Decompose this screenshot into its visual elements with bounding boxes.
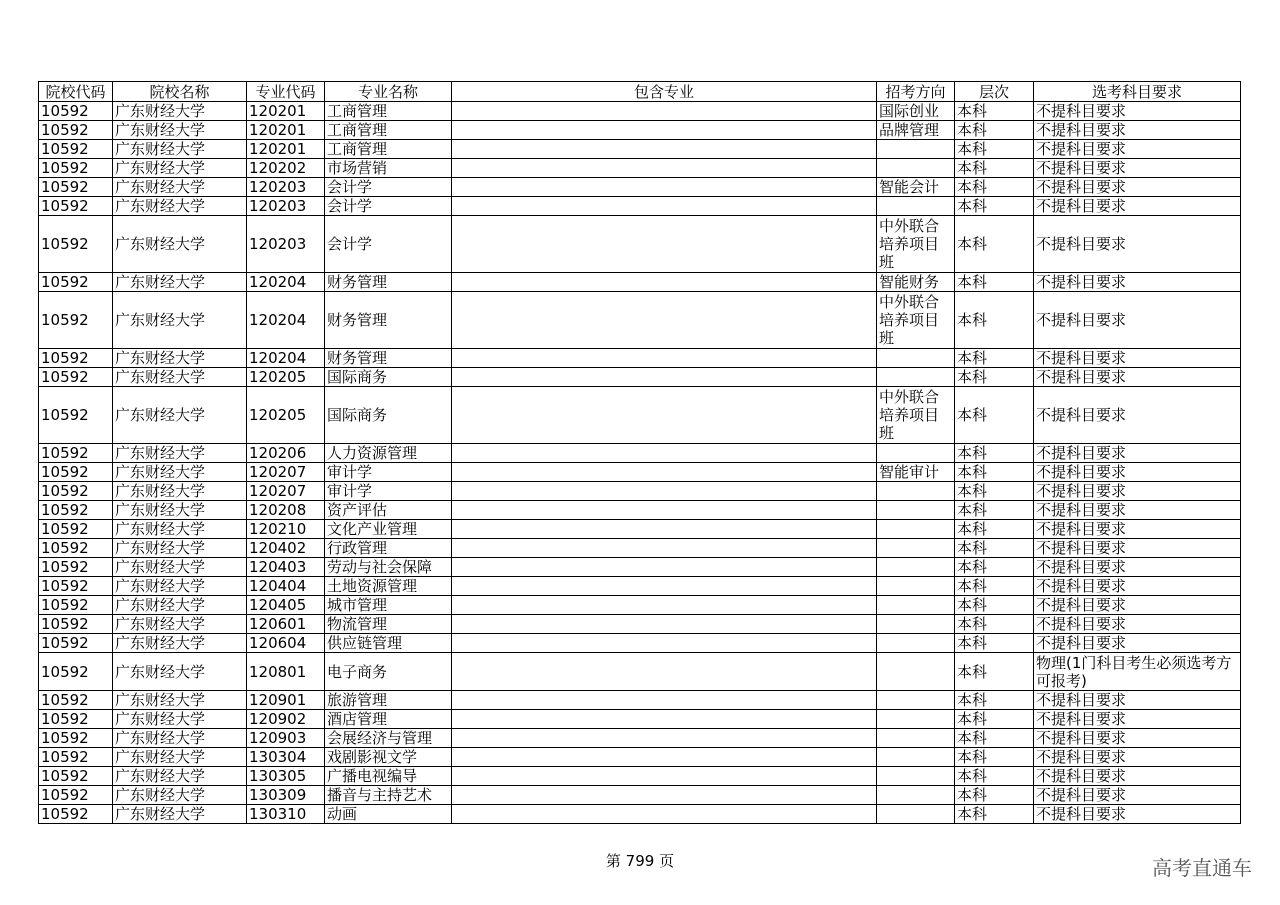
direction-cell: 智能审计	[877, 463, 955, 482]
included-majors-cell	[452, 444, 877, 463]
subject-requirement-cell: 不提科目要求	[1034, 691, 1241, 710]
major-code-cell: 120204	[247, 273, 325, 292]
direction-cell: 品牌管理	[877, 121, 955, 140]
major-name-cell: 动画	[325, 805, 452, 824]
subject-requirement-cell: 不提科目要求	[1034, 729, 1241, 748]
level-cell: 本科	[955, 159, 1034, 178]
major-code-cell: 120801	[247, 653, 325, 691]
included-majors-cell	[452, 178, 877, 197]
subject-requirement-cell: 不提科目要求	[1034, 121, 1241, 140]
major-name-cell: 旅游管理	[325, 691, 452, 710]
school-code-cell: 10592	[39, 444, 113, 463]
school-code-cell: 10592	[39, 349, 113, 368]
level-cell: 本科	[955, 292, 1034, 349]
direction-cell: 中外联合培养项目班	[877, 292, 955, 349]
direction-cell	[877, 368, 955, 387]
school-name-cell: 广东财经大学	[113, 691, 247, 710]
school-name-cell: 广东财经大学	[113, 615, 247, 634]
level-cell: 本科	[955, 691, 1034, 710]
school-code-cell: 10592	[39, 786, 113, 805]
table-row	[39, 691, 1241, 710]
table-row	[39, 710, 1241, 729]
level-cell: 本科	[955, 558, 1034, 577]
table-row	[39, 368, 1241, 387]
subject-requirement-cell: 不提科目要求	[1034, 634, 1241, 653]
major-code-cell: 120604	[247, 634, 325, 653]
major-name-cell: 城市管理	[325, 596, 452, 615]
table-row	[39, 805, 1241, 824]
level-cell: 本科	[955, 634, 1034, 653]
direction-cell	[877, 805, 955, 824]
header-included-majors: 包含专业	[452, 82, 877, 102]
major-name-cell: 工商管理	[325, 102, 452, 121]
school-code-cell: 10592	[39, 634, 113, 653]
major-name-cell: 会计学	[325, 178, 452, 197]
table-row	[39, 729, 1241, 748]
included-majors-cell	[452, 748, 877, 767]
school-code-cell: 10592	[39, 273, 113, 292]
level-cell: 本科	[955, 805, 1034, 824]
subject-requirement-cell: 不提科目要求	[1034, 558, 1241, 577]
major-code-cell: 120201	[247, 140, 325, 159]
level-cell: 本科	[955, 596, 1034, 615]
major-code-cell: 120208	[247, 501, 325, 520]
included-majors-cell	[452, 691, 877, 710]
direction-cell	[877, 691, 955, 710]
subject-requirement-cell: 不提科目要求	[1034, 615, 1241, 634]
watermark: 高考直通车	[1152, 856, 1252, 880]
included-majors-cell	[452, 368, 877, 387]
header-school-name: 院校名称	[113, 82, 247, 102]
table-row	[39, 539, 1241, 558]
subject-requirement-cell: 不提科目要求	[1034, 786, 1241, 805]
direction-cell	[877, 520, 955, 539]
header-level: 层次	[955, 82, 1034, 102]
subject-requirement-cell: 不提科目要求	[1034, 273, 1241, 292]
school-code-cell: 10592	[39, 748, 113, 767]
table-row	[39, 767, 1241, 786]
level-cell: 本科	[955, 387, 1034, 444]
major-name-cell: 工商管理	[325, 140, 452, 159]
included-majors-cell	[452, 520, 877, 539]
school-name-cell: 广东财经大学	[113, 463, 247, 482]
major-code-cell: 120205	[247, 387, 325, 444]
school-code-cell: 10592	[39, 292, 113, 349]
level-cell: 本科	[955, 520, 1034, 539]
major-name-cell: 财务管理	[325, 292, 452, 349]
table-row	[39, 178, 1241, 197]
level-cell: 本科	[955, 729, 1034, 748]
table-row	[39, 748, 1241, 767]
school-name-cell: 广东财经大学	[113, 539, 247, 558]
major-code-cell: 120204	[247, 349, 325, 368]
included-majors-cell	[452, 292, 877, 349]
included-majors-cell	[452, 577, 877, 596]
level-cell: 本科	[955, 710, 1034, 729]
table-row	[39, 653, 1241, 691]
direction-cell: 智能会计	[877, 178, 955, 197]
school-name-cell: 广东财经大学	[113, 140, 247, 159]
table-row	[39, 482, 1241, 501]
direction-cell: 国际创业	[877, 102, 955, 121]
major-name-cell: 财务管理	[325, 349, 452, 368]
direction-cell	[877, 349, 955, 368]
table-row	[39, 444, 1241, 463]
direction-cell: 中外联合培养项目班	[877, 216, 955, 273]
level-cell: 本科	[955, 197, 1034, 216]
table-row	[39, 634, 1241, 653]
header-major-name: 专业名称	[325, 82, 452, 102]
school-name-cell: 广东财经大学	[113, 520, 247, 539]
level-cell: 本科	[955, 463, 1034, 482]
major-code-cell: 120205	[247, 368, 325, 387]
major-name-cell: 审计学	[325, 463, 452, 482]
included-majors-cell	[452, 558, 877, 577]
header-direction: 招考方向	[877, 82, 955, 102]
school-name-cell: 广东财经大学	[113, 368, 247, 387]
included-majors-cell	[452, 387, 877, 444]
major-code-cell: 120210	[247, 520, 325, 539]
subject-requirement-cell: 不提科目要求	[1034, 444, 1241, 463]
included-majors-cell	[452, 197, 877, 216]
school-code-cell: 10592	[39, 710, 113, 729]
school-name-cell: 广东财经大学	[113, 577, 247, 596]
major-code-cell: 120203	[247, 178, 325, 197]
subject-requirement-cell: 不提科目要求	[1034, 102, 1241, 121]
school-code-cell: 10592	[39, 577, 113, 596]
subject-requirement-cell: 不提科目要求	[1034, 596, 1241, 615]
direction-cell	[877, 634, 955, 653]
major-name-cell: 市场营销	[325, 159, 452, 178]
school-name-cell: 广东财经大学	[113, 805, 247, 824]
major-name-cell: 劳动与社会保障	[325, 558, 452, 577]
level-cell: 本科	[955, 140, 1034, 159]
school-code-cell: 10592	[39, 729, 113, 748]
level-cell: 本科	[955, 368, 1034, 387]
included-majors-cell	[452, 349, 877, 368]
level-cell: 本科	[955, 216, 1034, 273]
direction-cell	[877, 786, 955, 805]
major-name-cell: 会计学	[325, 216, 452, 273]
level-cell: 本科	[955, 577, 1034, 596]
major-name-cell: 土地资源管理	[325, 577, 452, 596]
included-majors-cell	[452, 102, 877, 121]
school-name-cell: 广东财经大学	[113, 786, 247, 805]
included-majors-cell	[452, 539, 877, 558]
school-name-cell: 广东财经大学	[113, 558, 247, 577]
level-cell: 本科	[955, 102, 1034, 121]
included-majors-cell	[452, 216, 877, 273]
school-name-cell: 广东财经大学	[113, 216, 247, 273]
major-name-cell: 资产评估	[325, 501, 452, 520]
table-row	[39, 349, 1241, 368]
school-code-cell: 10592	[39, 767, 113, 786]
major-name-cell: 文化产业管理	[325, 520, 452, 539]
table-row	[39, 558, 1241, 577]
school-code-cell: 10592	[39, 558, 113, 577]
direction-cell: 中外联合培养项目班	[877, 387, 955, 444]
school-code-cell: 10592	[39, 501, 113, 520]
subject-requirement-cell: 不提科目要求	[1034, 216, 1241, 273]
table-row	[39, 121, 1241, 140]
school-name-cell: 广东财经大学	[113, 748, 247, 767]
subject-requirement-cell: 不提科目要求	[1034, 463, 1241, 482]
school-name-cell: 广东财经大学	[113, 767, 247, 786]
school-name-cell: 广东财经大学	[113, 292, 247, 349]
included-majors-cell	[452, 634, 877, 653]
major-name-cell: 审计学	[325, 482, 452, 501]
included-majors-cell	[452, 501, 877, 520]
included-majors-cell	[452, 710, 877, 729]
school-name-cell: 广东财经大学	[113, 273, 247, 292]
major-code-cell: 120203	[247, 197, 325, 216]
school-name-cell: 广东财经大学	[113, 596, 247, 615]
school-code-cell: 10592	[39, 368, 113, 387]
level-cell: 本科	[955, 349, 1034, 368]
direction-cell	[877, 501, 955, 520]
major-code-cell: 120202	[247, 159, 325, 178]
major-name-cell: 供应链管理	[325, 634, 452, 653]
level-cell: 本科	[955, 482, 1034, 501]
major-name-cell: 国际商务	[325, 368, 452, 387]
subject-requirement-cell: 不提科目要求	[1034, 748, 1241, 767]
header-major-code: 专业代码	[247, 82, 325, 102]
subject-requirement-cell: 不提科目要求	[1034, 292, 1241, 349]
school-name-cell: 广东财经大学	[113, 501, 247, 520]
school-code-cell: 10592	[39, 216, 113, 273]
school-code-cell: 10592	[39, 596, 113, 615]
level-cell: 本科	[955, 767, 1034, 786]
included-majors-cell	[452, 121, 877, 140]
school-code-cell: 10592	[39, 539, 113, 558]
major-name-cell: 会计学	[325, 197, 452, 216]
school-code-cell: 10592	[39, 615, 113, 634]
major-name-cell: 工商管理	[325, 121, 452, 140]
level-cell: 本科	[955, 273, 1034, 292]
table-row	[39, 577, 1241, 596]
school-name-cell: 广东财经大学	[113, 710, 247, 729]
page-number: 第 799 页	[605, 852, 675, 870]
table-row	[39, 197, 1241, 216]
subject-requirement-cell: 不提科目要求	[1034, 501, 1241, 520]
major-code-cell: 120403	[247, 558, 325, 577]
table-row	[39, 159, 1241, 178]
school-name-cell: 广东财经大学	[113, 444, 247, 463]
admission-table	[38, 81, 1241, 824]
major-code-cell: 120201	[247, 102, 325, 121]
level-cell: 本科	[955, 539, 1034, 558]
major-name-cell: 戏剧影视文学	[325, 748, 452, 767]
school-name-cell: 广东财经大学	[113, 349, 247, 368]
subject-requirement-cell: 不提科目要求	[1034, 387, 1241, 444]
major-name-cell: 行政管理	[325, 539, 452, 558]
direction-cell	[877, 197, 955, 216]
table-row	[39, 520, 1241, 539]
included-majors-cell	[452, 140, 877, 159]
school-name-cell: 广东财经大学	[113, 159, 247, 178]
major-code-cell: 130309	[247, 786, 325, 805]
subject-requirement-cell: 不提科目要求	[1034, 520, 1241, 539]
included-majors-cell	[452, 482, 877, 501]
major-name-cell: 国际商务	[325, 387, 452, 444]
major-code-cell: 120204	[247, 292, 325, 349]
direction-cell	[877, 748, 955, 767]
included-majors-cell	[452, 159, 877, 178]
school-code-cell: 10592	[39, 805, 113, 824]
school-name-cell: 广东财经大学	[113, 102, 247, 121]
subject-requirement-cell: 不提科目要求	[1034, 349, 1241, 368]
school-name-cell: 广东财经大学	[113, 178, 247, 197]
level-cell: 本科	[955, 178, 1034, 197]
direction-cell	[877, 444, 955, 463]
school-code-cell: 10592	[39, 197, 113, 216]
major-code-cell: 120405	[247, 596, 325, 615]
school-code-cell: 10592	[39, 653, 113, 691]
header-subject-requirement: 选考科目要求	[1034, 82, 1241, 102]
subject-requirement-cell: 不提科目要求	[1034, 197, 1241, 216]
school-code-cell: 10592	[39, 121, 113, 140]
table-row	[39, 786, 1241, 805]
school-code-cell: 10592	[39, 178, 113, 197]
subject-requirement-cell: 不提科目要求	[1034, 710, 1241, 729]
school-name-cell: 广东财经大学	[113, 634, 247, 653]
level-cell: 本科	[955, 786, 1034, 805]
direction-cell	[877, 615, 955, 634]
table-row	[39, 102, 1241, 121]
direction-cell	[877, 653, 955, 691]
direction-cell	[877, 539, 955, 558]
table-header-row	[39, 82, 1241, 102]
direction-cell	[877, 596, 955, 615]
school-code-cell: 10592	[39, 387, 113, 444]
table-row	[39, 216, 1241, 273]
included-majors-cell	[452, 786, 877, 805]
school-name-cell: 广东财经大学	[113, 387, 247, 444]
table-row	[39, 596, 1241, 615]
major-code-cell: 120902	[247, 710, 325, 729]
direction-cell	[877, 710, 955, 729]
included-majors-cell	[452, 653, 877, 691]
direction-cell	[877, 767, 955, 786]
school-name-cell: 广东财经大学	[113, 729, 247, 748]
major-name-cell: 物流管理	[325, 615, 452, 634]
major-code-cell: 120903	[247, 729, 325, 748]
major-name-cell: 广播电视编导	[325, 767, 452, 786]
major-name-cell: 电子商务	[325, 653, 452, 691]
included-majors-cell	[452, 767, 877, 786]
school-code-cell: 10592	[39, 520, 113, 539]
level-cell: 本科	[955, 501, 1034, 520]
major-code-cell: 120601	[247, 615, 325, 634]
included-majors-cell	[452, 463, 877, 482]
subject-requirement-cell: 不提科目要求	[1034, 159, 1241, 178]
subject-requirement-cell: 不提科目要求	[1034, 539, 1241, 558]
level-cell: 本科	[955, 615, 1034, 634]
included-majors-cell	[452, 729, 877, 748]
school-code-cell: 10592	[39, 140, 113, 159]
major-name-cell: 播音与主持艺术	[325, 786, 452, 805]
major-name-cell: 会展经济与管理	[325, 729, 452, 748]
direction-cell	[877, 577, 955, 596]
school-code-cell: 10592	[39, 482, 113, 501]
school-code-cell: 10592	[39, 463, 113, 482]
major-code-cell: 120901	[247, 691, 325, 710]
subject-requirement-cell: 不提科目要求	[1034, 178, 1241, 197]
subject-requirement-cell: 不提科目要求	[1034, 368, 1241, 387]
subject-requirement-cell: 不提科目要求	[1034, 577, 1241, 596]
direction-cell	[877, 140, 955, 159]
major-code-cell: 130310	[247, 805, 325, 824]
table-row	[39, 463, 1241, 482]
major-code-cell: 120207	[247, 463, 325, 482]
direction-cell	[877, 482, 955, 501]
school-code-cell: 10592	[39, 102, 113, 121]
school-name-cell: 广东财经大学	[113, 653, 247, 691]
included-majors-cell	[452, 596, 877, 615]
level-cell: 本科	[955, 653, 1034, 691]
major-code-cell: 120206	[247, 444, 325, 463]
major-code-cell: 120207	[247, 482, 325, 501]
table-row	[39, 140, 1241, 159]
major-name-cell: 人力资源管理	[325, 444, 452, 463]
major-code-cell: 120203	[247, 216, 325, 273]
direction-cell	[877, 558, 955, 577]
direction-cell	[877, 729, 955, 748]
table-row	[39, 387, 1241, 444]
major-name-cell: 酒店管理	[325, 710, 452, 729]
subject-requirement-cell: 不提科目要求	[1034, 767, 1241, 786]
level-cell: 本科	[955, 121, 1034, 140]
school-code-cell: 10592	[39, 159, 113, 178]
major-code-cell: 120201	[247, 121, 325, 140]
school-name-cell: 广东财经大学	[113, 482, 247, 501]
major-code-cell: 120402	[247, 539, 325, 558]
included-majors-cell	[452, 805, 877, 824]
major-code-cell: 130305	[247, 767, 325, 786]
level-cell: 本科	[955, 748, 1034, 767]
subject-requirement-cell: 物理(1门科目考生必须选考方可报考)	[1034, 653, 1241, 691]
school-code-cell: 10592	[39, 691, 113, 710]
included-majors-cell	[452, 615, 877, 634]
subject-requirement-cell: 不提科目要求	[1034, 805, 1241, 824]
school-name-cell: 广东财经大学	[113, 121, 247, 140]
table-row	[39, 292, 1241, 349]
table-row	[39, 501, 1241, 520]
major-code-cell: 120404	[247, 577, 325, 596]
level-cell: 本科	[955, 444, 1034, 463]
included-majors-cell	[452, 273, 877, 292]
table-row	[39, 273, 1241, 292]
school-name-cell: 广东财经大学	[113, 197, 247, 216]
subject-requirement-cell: 不提科目要求	[1034, 140, 1241, 159]
major-code-cell: 130304	[247, 748, 325, 767]
major-name-cell: 财务管理	[325, 273, 452, 292]
direction-cell: 智能财务	[877, 273, 955, 292]
header-school-code: 院校代码	[39, 82, 113, 102]
subject-requirement-cell: 不提科目要求	[1034, 482, 1241, 501]
table-row	[39, 615, 1241, 634]
direction-cell	[877, 159, 955, 178]
